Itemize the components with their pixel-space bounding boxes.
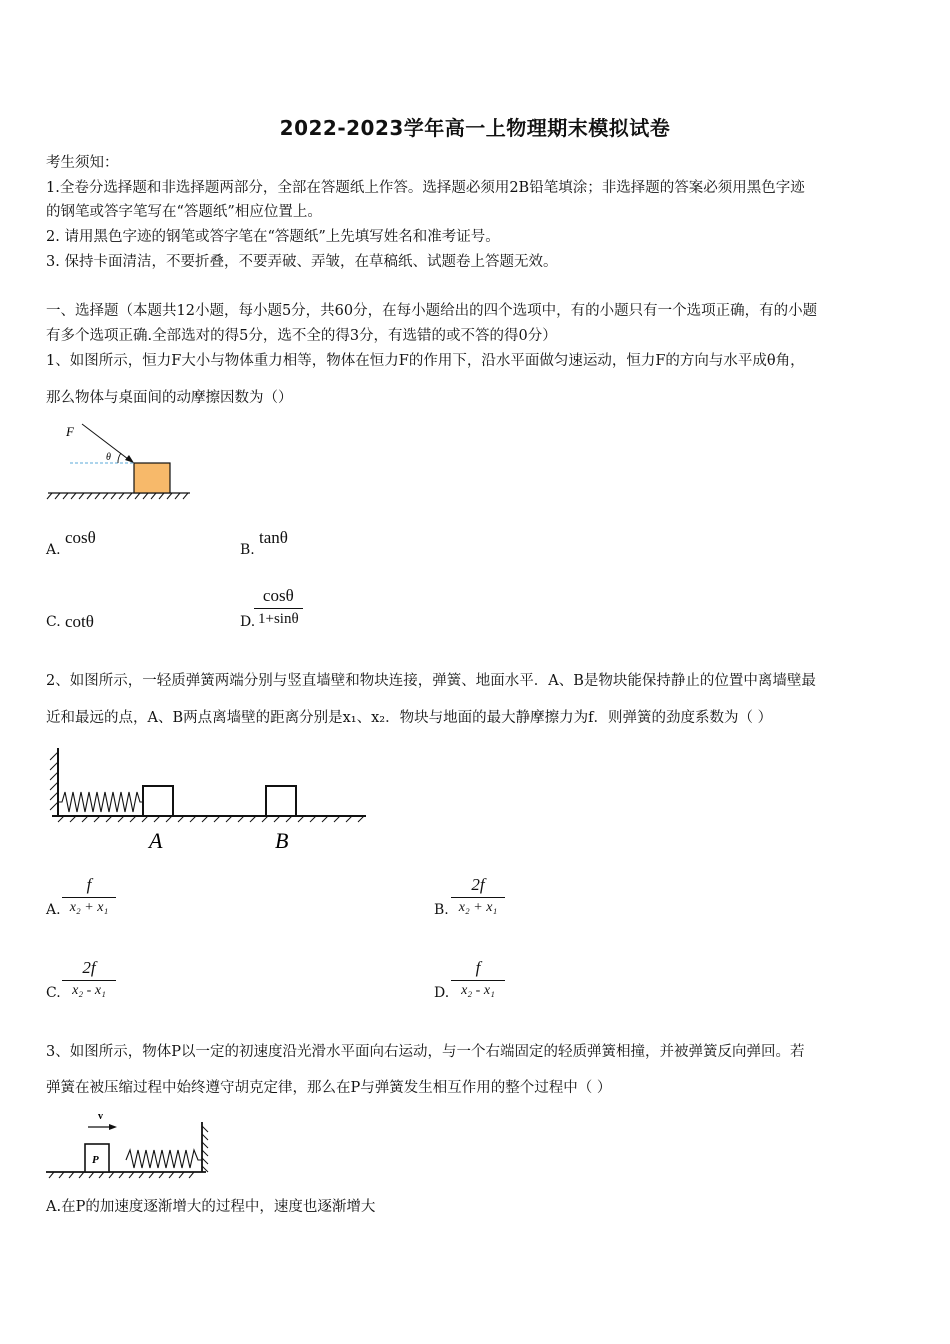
q1-text-a: 1、如图所示，恒力F大小与物体重力相等，物体在恒力F的作用下，沿水平面做匀速运动，恒力F的方向与水平成θ角，	[46, 353, 805, 369]
q1-option-c-label: C.	[46, 614, 61, 630]
notice-item-1b: 的钢笔或答字笔写在“答题纸”相应位置上。	[46, 204, 322, 220]
block-p-label: P	[92, 1154, 99, 1166]
q2-option-c-fraction	[62, 958, 116, 999]
notice-item-1a: 1.全卷分选择题和非选择题两部分，全部在答题纸上作答。选择题必须用2B铅笔填涂；非选择题的答案必须用黑色字迹	[46, 180, 805, 196]
force-label: F	[66, 424, 74, 439]
fraction-denominator: x₂ - x₁	[62, 980, 116, 999]
q2-option-a-label: A.	[46, 902, 61, 918]
block-a	[143, 786, 173, 816]
q1-figure	[44, 418, 194, 503]
velocity-label: v	[98, 1111, 103, 1122]
q1-option-a-expr: cosθ	[65, 528, 96, 547]
notice-item-3: 3. 保持卡面清洁，不要折叠，不要弄破、弄皱，在草稿纸、试题卷上答题无效。	[46, 254, 558, 270]
fraction-denominator: 1+sinθ	[254, 608, 303, 628]
q1-option-d-label: D.	[240, 614, 256, 630]
q2-option-a-fraction	[62, 875, 116, 916]
section-heading-a: 一、选择题（本题共12小题，每小题5分，共60分，在每小题给出的四个选项中，有的小题只有一个选项正确，有的小题	[46, 303, 818, 319]
q1-option-b-expr: tanθ	[259, 528, 288, 547]
q3-option-a: A.在P的加速度逐渐增大的过程中，速度也逐渐增大	[46, 1199, 376, 1215]
fraction-denominator: x₂ - x₁	[451, 980, 505, 999]
point-b-label: B	[275, 828, 289, 853]
q2-option-d-label: D.	[434, 985, 450, 1001]
section-heading-b: 有多个选项正确.全部选对的得5分，选不全的得3分，有选错的或不答的得0分）	[46, 328, 557, 344]
angle-label: θ	[106, 452, 111, 463]
notice-heading: 考生须知：	[46, 155, 119, 171]
q2-option-c-label: C.	[46, 985, 61, 1001]
q2-figure	[44, 742, 374, 854]
q1-option-a-label: A.	[46, 542, 61, 558]
page-title: 2022-2023学年高一上物理期末模拟试卷	[279, 116, 671, 140]
spring	[126, 1150, 202, 1168]
q2-text-a: 2、如图所示，一轻质弹簧两端分别与竖直墙壁和物块连接，弹簧、地面水平．A、B是物块能保持静止的位置中离墙壁最	[46, 673, 816, 689]
spring	[58, 792, 143, 812]
block	[134, 463, 170, 493]
notice-item-2: 2. 请用黑色字迹的钢笔或答字笔在“答题纸”上先填写姓名和准考证号。	[46, 229, 500, 245]
fraction-numerator: 2f	[82, 958, 96, 977]
fraction-denominator: x₂ + x₁	[62, 897, 116, 916]
q3-text-b: 弹簧在被压缩过程中始终遵守胡克定律，那么在P与弹簧发生相互作用的整个过程中（ ）	[46, 1080, 612, 1096]
q1-option-c-expr: cotθ	[65, 612, 94, 631]
fraction-numerator: 2f	[471, 875, 485, 894]
fraction-numerator: f	[475, 958, 481, 977]
fraction-denominator: x₂ + x₁	[451, 897, 505, 916]
q2-option-b-fraction	[451, 875, 505, 916]
block-b	[266, 786, 296, 816]
q1-option-b-label: B.	[240, 542, 255, 558]
q2-option-b-label: B.	[434, 902, 449, 918]
q3-text-a: 3、如图所示，物体P以一定的初速度沿光滑水平面向右运动，与一个右端固定的轻质弹簧相撞，并被弹簧反向弹回。若	[46, 1044, 805, 1060]
q2-option-d-fraction	[451, 958, 505, 999]
fraction-numerator: cosθ	[262, 586, 294, 605]
q1-text-b: 那么物体与桌面间的动摩擦因数为（）	[46, 390, 293, 406]
q3-figure	[44, 1104, 214, 1184]
q1-option-d-fraction	[254, 586, 303, 628]
point-a-label: A	[149, 828, 163, 853]
q2-text-b: 近和最远的点，A、B两点离墙壁的距离分别是x₁、x₂．物块与地面的最大静摩擦力为f．则弹簧的劲度系数为（ ）	[46, 710, 773, 726]
fraction-numerator: f	[86, 875, 92, 894]
